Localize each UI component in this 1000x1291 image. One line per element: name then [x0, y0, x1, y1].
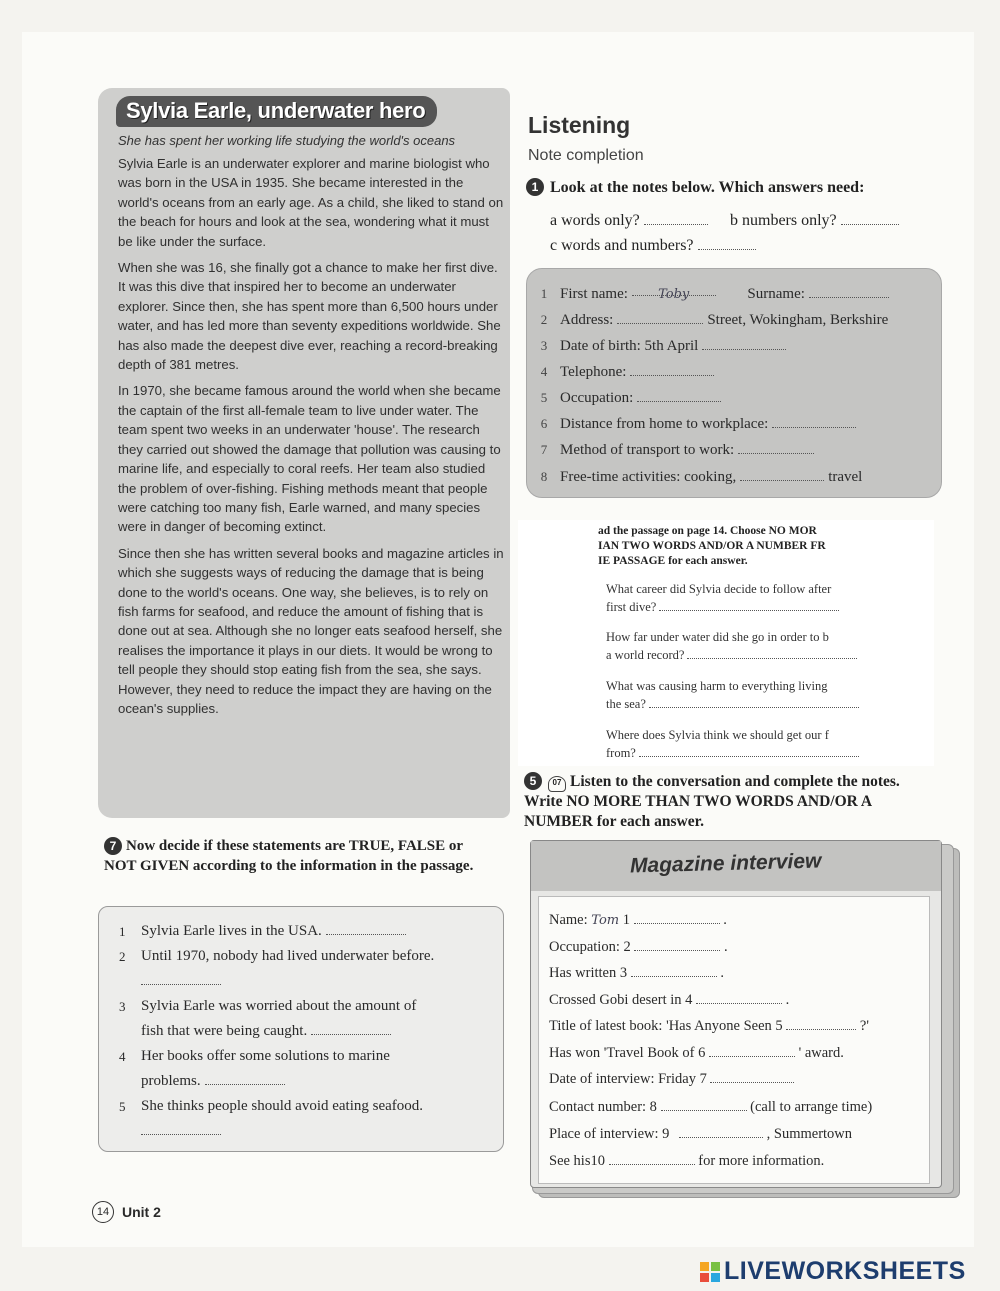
question-text-2: from?: [606, 746, 636, 760]
statement-3: [119, 994, 495, 1044]
blank-number: 1: [622, 912, 630, 928]
article-paragraph-1: Sylvia Earle is an underwater explorer and marine biologist who was born in the USA in 1935. She became interested in the world's oceans from an early age. As a child, she liked to stand on the beach for hours and look at the sea, wondering what it must be like under the surface.: [118, 156, 504, 249]
magazine-row-3: [549, 965, 724, 982]
notes-row-6: [532, 411, 932, 437]
row-label: First name:: [560, 285, 628, 302]
passage-question-2: [606, 628, 868, 664]
magazine-blank-6[interactable]: [709, 1047, 795, 1057]
passage-answer-2[interactable]: [687, 649, 857, 659]
question-text-2: first dive?: [606, 600, 657, 614]
blank-number: 5: [775, 1018, 783, 1034]
row-suffix: (call to arrange time): [750, 1099, 873, 1115]
liveworksheets-logo: [700, 1257, 966, 1286]
page-footer: [92, 1201, 161, 1223]
article-subtitle: She has spent her working life studying the world's oceans: [118, 133, 456, 148]
passage-question-1: [606, 580, 868, 616]
magazine-blank-2[interactable]: [634, 941, 720, 951]
row-number: 7: [540, 442, 548, 457]
notes-row-7: [532, 437, 932, 463]
row-label: Date of birth: 5th April: [560, 337, 699, 354]
magazine-blank-7[interactable]: [710, 1073, 794, 1083]
article-paragraph-4: Since then she has written several books and magazine articles in which she suggests ways of reducing the damage that is being done to the world's oceans. One way, she believes, is to rely on fish farms for seafood, and reduce the amount of fishing that is done out at sea. Although she no longer eats seafood herself, she realises the importance it plays in our diets. It would be wrong to tell people they should stop eating fish from the sea, she says. However, they need to reduce the impact they are having on the ocean's supplies.: [118, 545, 504, 716]
listening-subheading: Note completion: [528, 147, 644, 164]
magazine-row-5: [549, 1018, 869, 1035]
row-label: Title of latest book: 'Has Anyone Seen: [549, 1018, 772, 1034]
magazine-row-7: [549, 1071, 794, 1088]
row-number: 5: [540, 390, 548, 405]
statement-number: 4: [119, 1049, 126, 1064]
activities-suffix: travel: [828, 468, 863, 485]
handwritten-answer: Toby: [658, 286, 690, 302]
blank-number: 3: [619, 965, 628, 981]
logo-text: LIVEWORKSHEETS: [724, 1257, 966, 1285]
occupation-blank[interactable]: [637, 392, 721, 402]
magazine-row-6: [549, 1045, 844, 1062]
row-label: Occupation:: [560, 389, 634, 406]
blank-number: 2: [623, 939, 631, 955]
row-label: Date of interview: Friday: [549, 1071, 696, 1087]
answer-blank-1[interactable]: [326, 924, 406, 935]
magazine-row-2: [549, 939, 728, 956]
passage-answer-3[interactable]: [649, 698, 859, 708]
magazine-blank-3[interactable]: [631, 967, 717, 977]
question-1: [526, 178, 864, 197]
statement-number: 2: [119, 949, 126, 964]
blank-number: 7: [699, 1071, 707, 1087]
row-label: Distance from home to workplace:: [560, 415, 769, 432]
statement-text: She thinks people should avoid eating seafood.: [141, 1098, 424, 1114]
blank-number: 9: [662, 1126, 670, 1142]
notes-row-3: [532, 333, 932, 359]
row-suffix: .: [785, 992, 790, 1008]
row-label: Method of transport to work:: [560, 441, 735, 458]
row-label: Crossed Gobi desert in: [549, 992, 682, 1008]
article-paragraph-2: When she was 16, she finally got a chance to make her first dive. It was this dive that inspired her to become an underwater explorer. Since then, she has spent more than 6,500 hours under water, and has led more than seventy expeditions worldwide. She has also made the deepest dive ever, reaching a record-breaking depth of 381 metres.: [118, 260, 501, 373]
magazine-blank-1[interactable]: [634, 914, 720, 924]
row-label: Occupation:: [549, 939, 620, 955]
blank-number: 10: [590, 1153, 605, 1169]
blank-number: 8: [649, 1099, 657, 1115]
row-number: 8: [540, 469, 548, 484]
magazine-blank-10[interactable]: [609, 1155, 695, 1165]
option-b-text: b numbers only?: [730, 212, 837, 229]
question-5-number: 5: [524, 772, 542, 790]
article-paragraph-3: In 1970, she became famous around the world when she became the captain of the first all-female team to live under water. The team spent two weeks in an underwater 'house'. The research they carried out showed the damage that pollution was causing to marine life, and especially to coral reefs. Her team also studied the problem of over-fishing. Fishing methods meant that people were catching too many fish, Earle warned, and many species were in danger of becoming extinct.: [118, 383, 501, 535]
magazine-blank-8[interactable]: [661, 1101, 747, 1111]
instruction-line-3: IE PASSAGE for each answer.: [598, 555, 748, 567]
row-label: See his: [549, 1153, 591, 1169]
exercise-7-number: 7: [104, 837, 122, 855]
article: [108, 96, 504, 725]
telephone-blank[interactable]: [630, 366, 714, 376]
row-suffix: for more information.: [698, 1153, 825, 1169]
option-c-text: c words and numbers?: [550, 237, 694, 254]
row-label: Contact number:: [549, 1099, 647, 1115]
question-text: How far under water did she go in order to b: [606, 630, 829, 644]
exercise-7-instruction: [104, 836, 494, 876]
magazine-blank-9[interactable]: [679, 1128, 763, 1138]
row-label: Place of interview:: [549, 1126, 659, 1142]
question-text: What career did Sylvia decide to follow after: [606, 582, 832, 596]
row-suffix: ' award.: [798, 1045, 844, 1061]
question-5-text: Listen to the conversation and complete the notes. Write NO MORE THAN TWO WORDS AND/OR A NUMBER for each answer.: [524, 773, 900, 830]
row-number: 3: [540, 338, 548, 353]
magazine-row-1: [549, 912, 727, 929]
question-text: What was causing harm to everything living: [606, 679, 828, 693]
magazine-row-10: [549, 1153, 824, 1170]
statement-text: Her books offer some solutions to marine: [141, 1048, 390, 1064]
statement-text: Sylvia Earle lives in the USA.: [141, 923, 322, 939]
option-a: [550, 212, 708, 230]
answer-blank-4[interactable]: [205, 1074, 285, 1085]
magazine-row-4: [549, 992, 789, 1009]
blank-number: 4: [685, 992, 693, 1008]
option-c-blank[interactable]: [698, 240, 756, 250]
unit-label: Unit 2: [122, 1204, 161, 1220]
blank-number: 6: [698, 1045, 706, 1061]
magazine-title: Magazine interview: [629, 849, 822, 878]
row-label: Telephone:: [560, 363, 627, 380]
answer-blank-3[interactable]: [311, 1024, 391, 1035]
surname-label: Surname:: [747, 285, 805, 302]
exercise-7-text: Now decide if these statements are TRUE, FALSE or NOT GIVEN according to the information in the passage.: [104, 838, 474, 874]
notes-row-8: [532, 464, 932, 490]
question-text-2: a world record?: [606, 648, 685, 662]
row-suffix: ?': [859, 1018, 869, 1034]
row-label: Free-time activities: cooking,: [560, 468, 737, 485]
option-c: [550, 237, 756, 255]
question-1-text: Look at the notes below. Which answers need:: [550, 179, 865, 196]
page-number: 14: [92, 1201, 114, 1223]
statement-text-2: fish that were being caught.: [141, 1023, 308, 1039]
row-suffix: .: [724, 939, 728, 955]
question-1-number: 1: [526, 178, 544, 196]
row-suffix: .: [723, 912, 727, 928]
address-suffix: Street, Wokingham, Berkshire: [707, 311, 889, 328]
row-number: 4: [540, 364, 548, 379]
row-label: Name:: [549, 912, 588, 928]
option-a-text: a words only?: [550, 212, 640, 229]
passage-question-3: [606, 677, 868, 713]
row-number: 2: [540, 312, 548, 327]
statement-text-2: problems.: [141, 1073, 201, 1089]
row-number: 6: [540, 416, 548, 431]
statement-4: [119, 1044, 495, 1094]
first-name-answer[interactable]: [632, 286, 716, 302]
surname-blank[interactable]: [809, 288, 889, 298]
passage-answer-1[interactable]: [659, 601, 839, 611]
question-text-2: the sea?: [606, 697, 646, 711]
statement-5: [119, 1094, 495, 1144]
notes-row-5: [532, 385, 932, 411]
answer-blank-2[interactable]: [141, 974, 221, 985]
row-suffix: , Summertown: [766, 1126, 853, 1142]
magazine-blank-4[interactable]: [696, 994, 782, 1004]
statement-text: Until 1970, nobody had lived underwater before.: [141, 948, 435, 964]
answer-blank-5[interactable]: [141, 1124, 221, 1135]
option-b: [730, 212, 899, 230]
transport-blank[interactable]: [738, 444, 814, 454]
magazine-row-8: [549, 1099, 872, 1116]
row-label: Has won 'Travel Book of: [549, 1045, 695, 1061]
article-title: Sylvia Earle, underwater hero: [116, 96, 437, 127]
row-label: Has written: [549, 965, 617, 981]
magazine-blank-5[interactable]: [786, 1020, 856, 1030]
option-b-blank[interactable]: [841, 215, 899, 225]
row-suffix: .: [720, 965, 724, 981]
exercise-7-statements: [98, 906, 504, 1152]
activities-blank[interactable]: [740, 471, 824, 481]
statement-number: 5: [119, 1099, 126, 1114]
distance-blank[interactable]: [772, 418, 856, 428]
instruction-line-1: ad the passage on page 14. Choose NO MOR: [598, 525, 817, 537]
handwritten-answer: Tom: [591, 913, 620, 928]
audio-track-icon[interactable]: 07: [548, 776, 566, 792]
statement-number: 1: [119, 924, 126, 939]
option-a-blank[interactable]: [644, 215, 708, 225]
passage-question-4: [606, 726, 868, 762]
address-blank[interactable]: [617, 314, 703, 324]
instruction-line-2: IAN TWO WORDS AND/OR A NUMBER FR: [598, 540, 826, 552]
notes-row-2: [532, 307, 932, 333]
dob-blank[interactable]: [702, 340, 786, 350]
statement-2: [119, 944, 495, 994]
notes-row-1: [532, 281, 932, 307]
question-5: [524, 772, 924, 832]
statement-number: 3: [119, 999, 126, 1014]
listening-heading: Listening: [528, 112, 631, 138]
statement-text: Sylvia Earle was worried about the amount of: [141, 998, 417, 1014]
passage-answer-4[interactable]: [639, 747, 859, 757]
statement-1: [119, 919, 495, 944]
magazine-row-9: [549, 1126, 852, 1143]
notes-row-4: [532, 359, 932, 385]
row-label: Address:: [560, 311, 614, 328]
logo-icon: [700, 1262, 720, 1282]
passage-instruction: [598, 524, 870, 569]
question-text: Where does Sylvia think we should get our f: [606, 728, 829, 742]
row-number: 1: [540, 286, 548, 301]
